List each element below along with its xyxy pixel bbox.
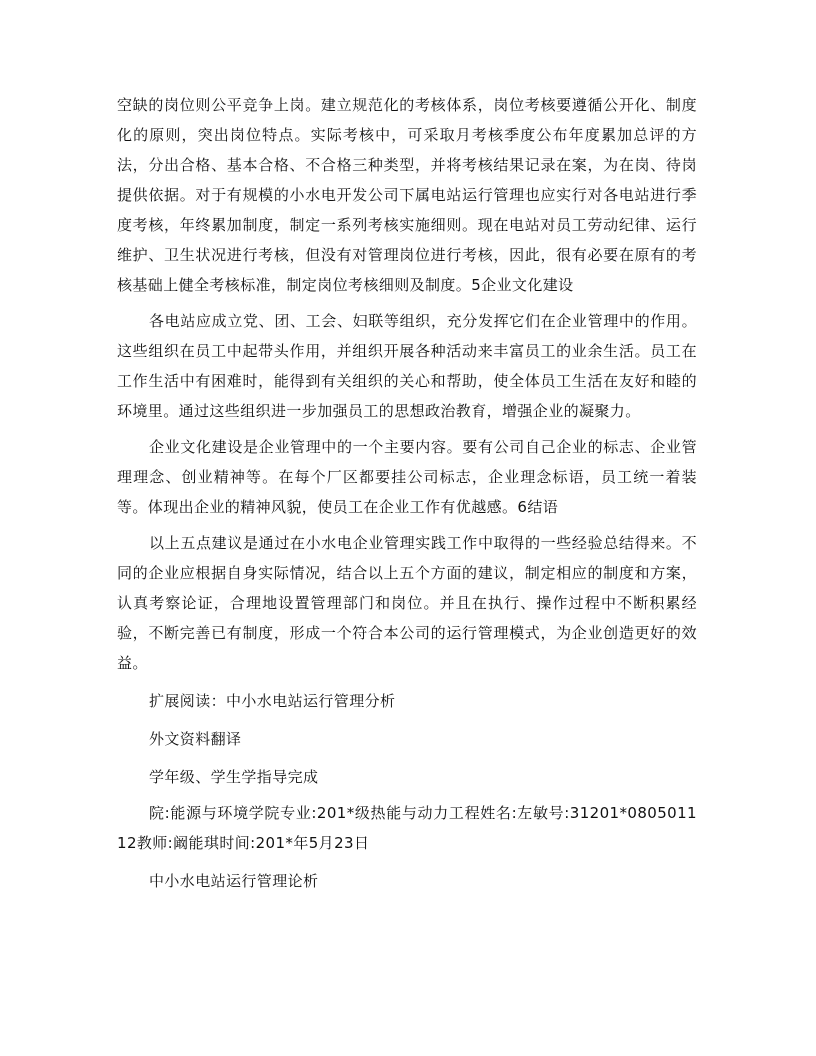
paragraph-corporate-culture: 企业文化建设是企业管理中的一个主要内容。要有公司自己企业的标志、企业管理理念、创业精神等。在每个厂区都要挂公司标志，企业理念标语，员工统一着装等。体现出企业的精神风貌，使员工在企业工作有优越感。6结语	[117, 438, 697, 516]
author-info-paragraph: 院:能源与环境学院专业:201*级热能与动力工程姓名:左敏号:31201*080501112教师:阚能琪时间:201*年5月23日	[117, 804, 697, 852]
paragraph-organizations: 各电站应成立党、团、工会、妇联等组织，充分发挥它们在企业管理中的作用。这些组织在员工中起带头作用，并组织开展各种活动来丰富员工的业余生活。员工在工作生活中有困难时，能得到有关组织的关心和帮助，使全体员工生活在友好和睦的环境里。通过这些组织进一步加强员工的思想政治教育，增强企业的凝聚力。	[117, 312, 697, 420]
article-title-line: 中小水电站运行管理论析	[149, 872, 319, 890]
paragraph-assessment: 空缺的岗位则公平竞争上岗。建立规范化的考核体系，岗位考核要遵循公开化、制度化的原则，突出岗位特点。实际考核中，可采取月考核季度公布年度累加总评的方法，分出合格、基本合格、不合格三种类型，并将考核结果记录在案，为在岗、待岗提供依据。对于有规模的小水电开发公司下属电站运行管理也应实行对各电站进行季度考核，年终累加制度，制定一系列考核实施细则。现在电站对员工劳动纪律、运行维护、卫生状况进行考核，但没有对管理岗位进行考核，因此，很有必要在原有的考核基础上健全考核标准，制定岗位考核细则及制度。5企业文化建设	[117, 96, 697, 294]
extended-reading-line: 扩展阅读：中小水电站运行管理分析	[149, 692, 396, 710]
document-page	[117, 90, 697, 896]
foreign-translation-line: 外文资料翻译	[149, 730, 242, 748]
completion-line: 学年级、学生学指导完成	[149, 768, 319, 786]
paragraph-conclusion: 以上五点建议是通过在小水电企业管理实践工作中取得的一些经验总结得来。不同的企业应根据自身实际情况，结合以上五个方面的建议，制定相应的制度和方案，认真考察论证，合理地设置管理部门和岗位。并且在执行、操作过程中不断积累经验，不断完善已有制度，形成一个符合本公司的运行管理模式，为企业创造更好的效益。	[117, 534, 697, 672]
